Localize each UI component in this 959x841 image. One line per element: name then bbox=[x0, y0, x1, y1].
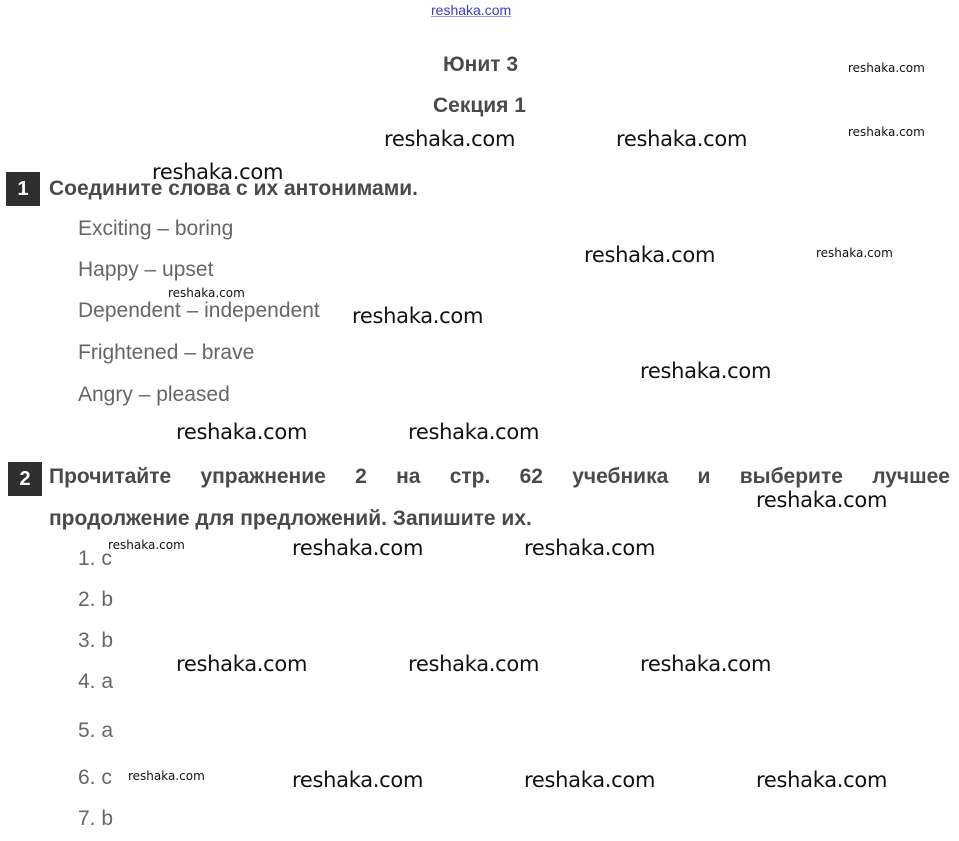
task-title-word: стр. bbox=[449, 465, 491, 488]
watermark: reshaka.com bbox=[816, 246, 893, 260]
watermark: reshaka.com bbox=[616, 127, 748, 151]
watermark: reshaka.com bbox=[176, 652, 308, 676]
site-link[interactable]: reshaka.com bbox=[431, 2, 512, 18]
task-number-badge: 2 bbox=[8, 462, 42, 496]
answer-item: 3. b bbox=[78, 629, 114, 652]
answer-item: 2. b bbox=[78, 588, 114, 611]
antonym-pair: Happy – upset bbox=[78, 258, 214, 281]
watermark: reshaka.com bbox=[352, 304, 484, 328]
answer-item: 1. c bbox=[78, 547, 112, 570]
watermark: reshaka.com bbox=[168, 286, 245, 300]
task-title-word: учебника bbox=[572, 465, 669, 488]
antonym-pair: Angry – pleased bbox=[78, 383, 230, 406]
task-title-word: Прочитайте bbox=[49, 465, 172, 488]
antonym-pair: Dependent – independent bbox=[78, 299, 320, 322]
watermark: reshaka.com bbox=[384, 127, 516, 151]
watermark: reshaka.com bbox=[524, 768, 656, 792]
task-title-word: 62 bbox=[519, 465, 543, 488]
watermark: reshaka.com bbox=[848, 61, 925, 75]
watermark: reshaka.com bbox=[152, 160, 284, 184]
watermark: reshaka.com bbox=[408, 652, 540, 676]
task-title: Соедините слова с их антонимами. bbox=[49, 177, 418, 200]
watermark: reshaka.com bbox=[640, 652, 772, 676]
task-title-word: на bbox=[396, 465, 421, 488]
task-title-word: упражнение bbox=[200, 465, 326, 488]
task-title-word: 2 bbox=[355, 465, 367, 488]
watermark: reshaka.com bbox=[524, 536, 656, 560]
task-title-line-1 bbox=[49, 465, 950, 489]
task-title-word: и bbox=[697, 465, 711, 488]
task-title-word: лучшее bbox=[872, 465, 950, 488]
answer-item: 4. a bbox=[78, 670, 114, 693]
antonym-pair: Exciting – boring bbox=[78, 217, 234, 240]
section-title: Секция 1 bbox=[433, 94, 526, 117]
watermark: reshaka.com bbox=[756, 768, 888, 792]
watermark: reshaka.com bbox=[408, 420, 540, 444]
watermark: reshaka.com bbox=[108, 538, 185, 552]
watermark: reshaka.com bbox=[128, 769, 205, 783]
task-number-badge: 1 bbox=[6, 172, 40, 206]
watermark: reshaka.com bbox=[176, 420, 308, 444]
watermark: reshaka.com bbox=[292, 536, 424, 560]
watermark: reshaka.com bbox=[756, 488, 888, 512]
task-title-word: выберите bbox=[739, 465, 843, 488]
unit-title: Юнит 3 bbox=[443, 53, 519, 76]
answer-item: 5. a bbox=[78, 719, 114, 742]
watermark: reshaka.com bbox=[292, 768, 424, 792]
watermark: reshaka.com bbox=[640, 359, 772, 383]
answer-item: 7. b bbox=[78, 807, 114, 830]
antonym-pair: Frightened – brave bbox=[78, 341, 255, 364]
watermark: reshaka.com bbox=[584, 243, 716, 267]
task-title-line-2: продолжение для предложений. Запишите их. bbox=[49, 507, 532, 530]
answer-item: 6. c bbox=[78, 766, 112, 789]
watermark: reshaka.com bbox=[848, 125, 925, 139]
